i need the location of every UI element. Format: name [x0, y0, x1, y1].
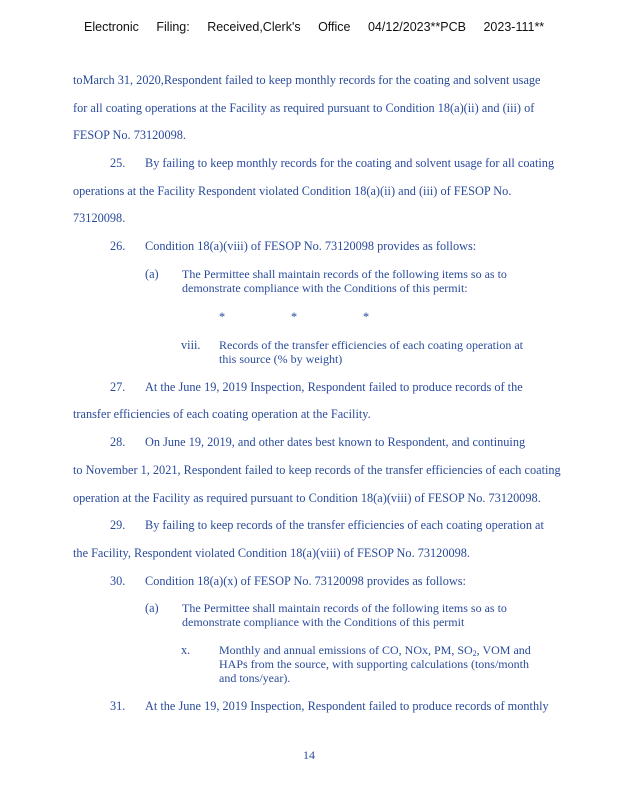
para-30-number: 30. — [110, 574, 126, 588]
para-26-a-line-1: The Permittee shall maintain records of the following items so as to — [182, 267, 507, 281]
header-office: Office — [318, 20, 351, 34]
para-28-line-3: operation at the Facility as required pursuant to Condition 18(a)(viii) of FESOP No. 73120098. — [73, 491, 541, 505]
header-received: Received,Clerk's — [207, 20, 301, 34]
header-date: 04/12/2023**PCB — [367, 20, 466, 34]
para-29-line-1: By failing to keep records of the transfer efficiencies of each coating operation at — [145, 518, 544, 532]
para-26-viii-label: viii. — [181, 338, 201, 352]
para-30-a-line-2: demonstrate compliance with the Conditions of this permit — [182, 615, 465, 629]
filing-header — [84, 20, 545, 34]
x-line-1-pre: Monthly and annual emissions of CO, NOx, PM, SO — [219, 643, 473, 657]
para-27-line-1: At the June 19, 2019 Inspection, Respondent failed to produce records of the — [145, 380, 523, 394]
para-26-a-label: (a) — [145, 267, 159, 281]
para-30-x-line-3: and tons/year). — [219, 671, 291, 685]
intro-line-3: FESOP No. 73120098. — [73, 128, 186, 142]
para-29-number: 29. — [110, 518, 126, 532]
para-28-number: 28. — [110, 435, 126, 449]
para-31-line: At the June 19, 2019 Inspection, Respondent failed to produce records of monthly — [145, 699, 549, 713]
para-25-line-1: By failing to keep monthly records for the coating and solvent usage for all coating — [145, 156, 555, 170]
para-25-line-2: operations at the Facility Respondent violated Condition 18(a)(ii) and (iii) of FESOP No. — [73, 184, 512, 198]
star-1: * — [219, 310, 226, 324]
para-26-viii-line-2: this source (% by weight) — [219, 352, 343, 366]
para-28-line-2: to November 1, 2021, Respondent failed to keep records of the transfer efficiencies of each coating — [73, 463, 561, 477]
para-30-a-label: (a) — [145, 601, 159, 615]
star-2: * — [291, 310, 298, 324]
intro-line-1: toMarch 31, 2020,Respondent failed to keep monthly records for the coating and solvent usage — [73, 73, 541, 87]
star-3: * — [363, 310, 370, 324]
para-30-x-line-2: HAPs from the source, with supporting calculations (tons/month — [219, 657, 529, 671]
header-filing: Filing: — [156, 20, 190, 34]
para-30-a-line-1: The Permittee shall maintain records of the following items so as to — [182, 601, 507, 615]
para-25-number: 25. — [110, 156, 126, 170]
intro-line-2: for all coating operations at the Facility as required pursuant to Condition 18(a)(ii) and (iii) of — [73, 101, 535, 115]
para-26-a-line-2: demonstrate compliance with the Conditions of this permit: — [182, 281, 468, 295]
para-26-viii-line-1: Records of the transfer efficiencies of each coating operation at — [219, 338, 523, 352]
para-30-line: Condition 18(a)(x) of FESOP No. 73120098 provides as follows: — [145, 574, 466, 588]
page-number: 14 — [303, 748, 315, 762]
para-28-line-1: On June 19, 2019, and other dates best known to Respondent, and continuing — [145, 435, 526, 449]
so2-subscript: 2 — [472, 649, 477, 658]
header-case: 2023-111** — [483, 20, 545, 34]
header-electronic: Electronic — [84, 20, 139, 34]
para-25-line-3: 73120098. — [73, 211, 126, 225]
para-27-line-2: transfer efficiencies of each coating operation at the Facility. — [73, 407, 371, 421]
para-31-number: 31. — [110, 699, 126, 713]
para-30-x-label: x. — [181, 643, 191, 657]
x-line-1-post: , VOM and — [476, 643, 531, 657]
para-29-line-2: the Facility, Respondent violated Condition 18(a)(viii) of FESOP No. 73120098. — [73, 546, 470, 560]
para-26-line: Condition 18(a)(viii) of FESOP No. 73120098 provides as follows: — [145, 239, 477, 253]
para-26-number: 26. — [110, 239, 126, 253]
para-27-number: 27. — [110, 380, 126, 394]
